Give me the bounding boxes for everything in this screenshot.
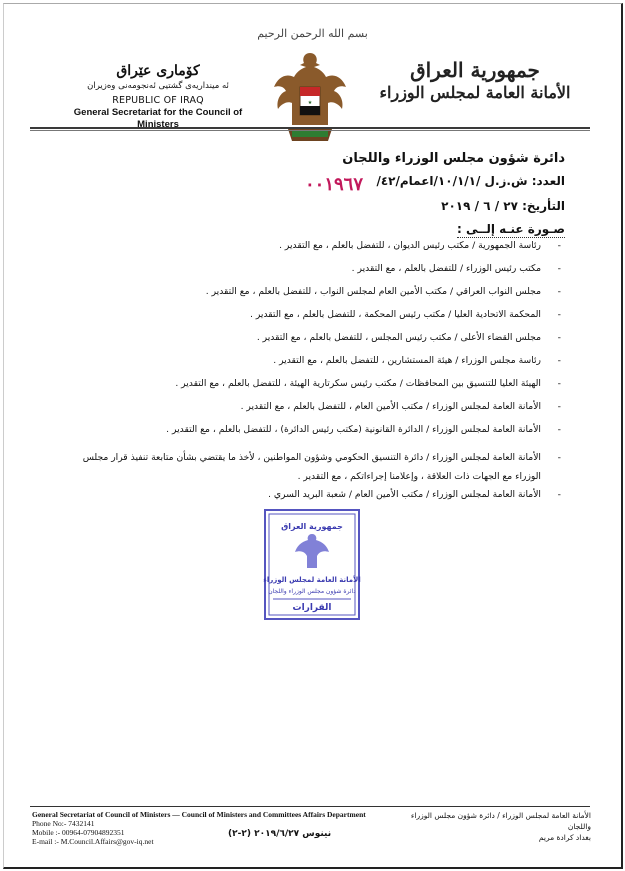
list-item: - الأمانة العامة لمجلس الوزراء / دائرة التنسيق الحكومي وشؤون المواطنين ، لأخذ ما يقتضي بشأن متابعة تنفيذ قرار مجلس الوزراء مع الجهات ذات العلاقة ، وإعلامنا إجراءاتكم ، مع التقدير .: [82, 452, 561, 482]
list-item: - مجلس القضاء الأعلى / مكتب رئيس المجلس ، للتفضل بالعلم ، مع التقدير .: [256, 332, 561, 343]
footer-date-page: نينوس ٢٠١٩/٦/٢٧ (٢-٢): [228, 829, 332, 839]
kurdish-english-header: [58, 62, 258, 131]
stamp-decisions: القرارات: [292, 603, 332, 613]
footer-dept-ar: الأمانة العامة لمجلس الوزراء / دائرة شؤون مجلس الوزراء واللجان: [410, 811, 591, 831]
list-item: - المحكمة الاتحادية العليا / مكتب رئيس المحكمة ، للتفضل بالعلم ، مع التقدير .: [249, 309, 561, 320]
list-item: - الأمانة العامة لمجلس الوزراء / مكتب الأمين العام / شعبة البريد السري .: [268, 489, 561, 500]
arabic-header: [375, 58, 575, 104]
footer-address-ar: بغداد كرادة مريم: [538, 833, 591, 842]
iraq-eagle-emblem: [270, 47, 350, 151]
recipient-list: [61, 241, 561, 513]
list-item: - الأمانة العامة لمجلس الوزراء / الدائرة القانونية (مكتب رئيس الدائرة) ، للتفضل بالعلم ، مع التقدير .: [166, 424, 561, 435]
stamp-republic: جمهورية العراق: [281, 522, 343, 531]
secretariat-title-ku: ئه‌ مينداريه‌ی گشتيی ئه‌نجومه‌نی وه‌زيران: [87, 81, 229, 91]
footer-phone: Phone No:- 7432141: [32, 819, 95, 828]
reference-label: العدد: ش.ز.ل /١٠/١/١/اعمام/٤٢/: [376, 174, 565, 188]
basmala: بسم الله الرحمن الرحيم: [257, 27, 368, 40]
header-divider: [30, 127, 590, 129]
svg-text:★: ★: [307, 100, 313, 106]
official-stamp: [263, 508, 361, 621]
stamp-secretariat: الأمانة العامة لمجلس الوزراء: [263, 576, 361, 584]
list-item: - مجلس النواب العراقي / مكتب الأمين العام لمجلس النواب ، للتفضل بالعلم ، مع التقدير .: [205, 286, 561, 297]
footer-english: [32, 810, 392, 846]
republic-title-ku: كۆماری عێراق: [116, 63, 200, 79]
secretariat-title-en: General Secretariat for the Council of Ministers: [73, 107, 243, 130]
list-item: - الأمانة العامة لمجلس الوزراء / مكتب الأمين العام ، للتفضل بالعلم ، مع التقدير .: [240, 401, 561, 412]
footer-arabic: [391, 810, 591, 843]
footer-dept-en: General Secretariat of Council of Ministers — Council of Ministers and Committees Affairs Department: [32, 810, 366, 819]
header-divider-thin: [30, 130, 590, 131]
republic-title-en: REPUBLIC OF IRAQ: [112, 95, 204, 106]
reference-number: ٠٠١٩٦٧: [305, 174, 364, 195]
stamp-department: دائرة شؤون مجلس الوزراء واللجان: [268, 588, 356, 595]
list-item: - مكتب رئيس الوزراء / للتفضل بالعلم ، مع التقدير .: [351, 263, 561, 274]
republic-title-ar: جمهورية العراق: [410, 58, 540, 82]
secretariat-title-ar: الأمانة العامة لمجلس الوزراء: [379, 83, 571, 102]
copy-to-heading: صـورة عنـه إلــى :: [457, 222, 565, 236]
footer-email: E-mail :- M.Council.Affairs@gov-iq.net: [32, 837, 154, 846]
footer-mobile: Mobile :- 00964-07904892351: [32, 828, 125, 837]
list-item: - رئاسة مجلس الوزراء / هيئة المستشارين ، للتفضل بالعلم ، مع التقدير .: [273, 355, 561, 366]
department-title: دائرة شؤون مجلس الوزراء واللجان: [342, 151, 565, 166]
list-item: - الهيئة العليا للتنسيق بين المحافظات / مكتب رئيس سكرتارية الهيئة ، للتفضل بالعلم ، مع التقدير .: [175, 378, 561, 389]
footer-divider: [30, 806, 590, 807]
letter-date: التأريخ: ٢٧ / ٦ / ٢٠١٩: [441, 199, 565, 213]
list-item: - رئاسة الجمهورية / مكتب رئيس الديوان ، للتفضل بالعلم ، مع التقدير .: [279, 240, 561, 251]
